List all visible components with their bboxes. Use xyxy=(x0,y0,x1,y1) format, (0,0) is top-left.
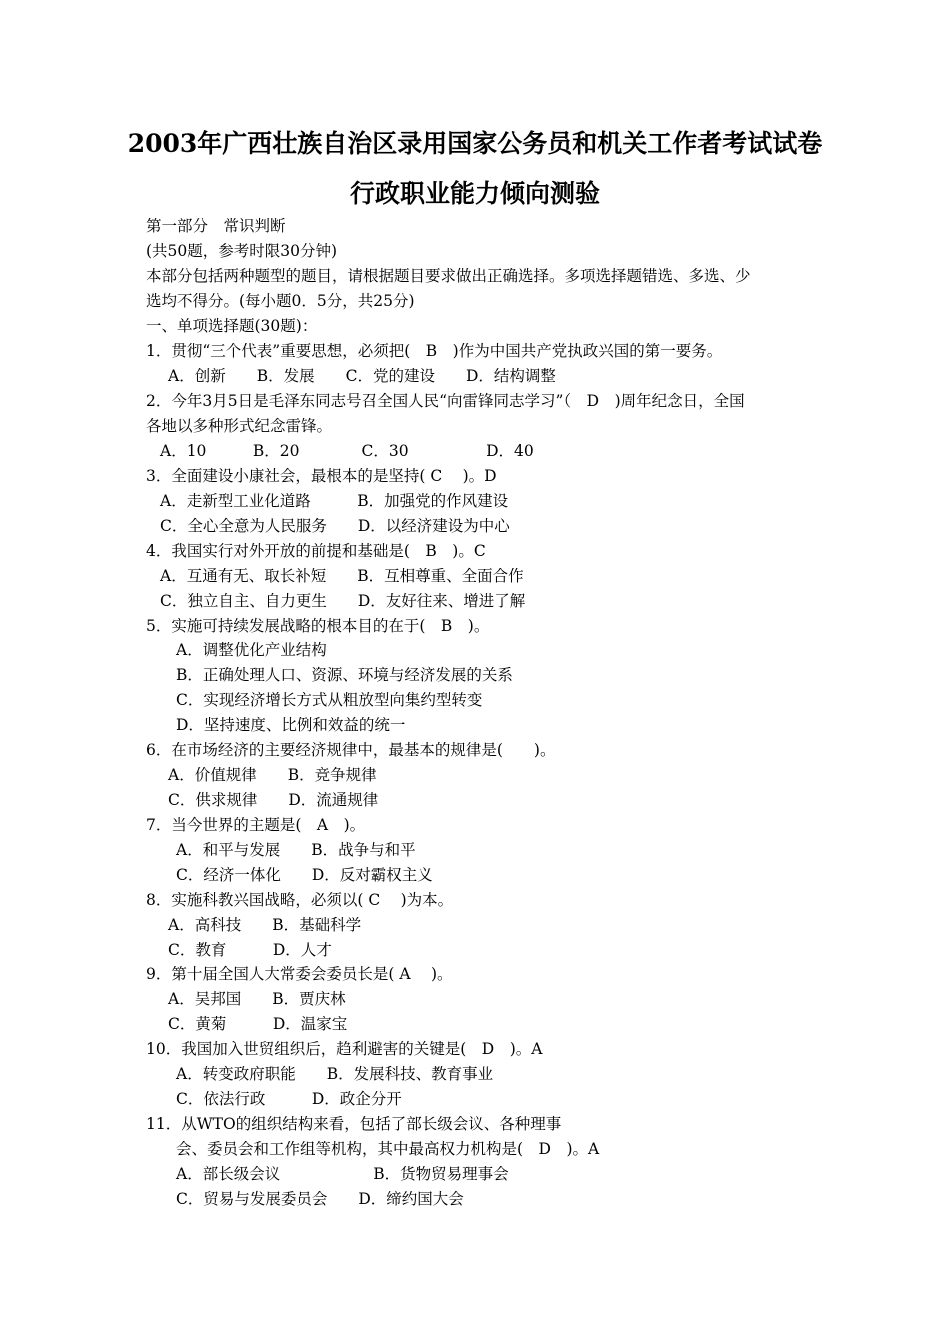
question-8-options-2: C．教育 D．人才 xyxy=(168,941,332,959)
document-subtitle: 行政职业能力倾向测验 xyxy=(349,179,600,208)
part-heading: 一、单项选择题(30题)： xyxy=(146,317,318,335)
question-11-options-2: C．贸易与发展委员会 D．缔约国大会 xyxy=(176,1190,464,1208)
question-7-options-1: A．和平与发展 B．战争与和平 xyxy=(176,841,416,859)
question-1: 1．贯彻“三个代表”重要思想，必须把( B )作为中国共产党执政兴国的第一要务。 xyxy=(146,342,723,360)
question-2-line-2: 各地以多种形式纪念雷锋。 xyxy=(146,417,333,435)
intro-line-1: 本部分包括两种题型的题目，请根据题目要求做出正确选择。多项选择题错选、多选、少 xyxy=(146,267,751,285)
document-title: 2003年广西壮族自治区录用国家公务员和机关工作者考试试卷 xyxy=(127,129,823,158)
question-3: 3．全面建设小康社会，最根本的是坚持( C )。D xyxy=(146,467,497,485)
question-5-option-b: B．正确处理人口、资源、环境与经济发展的关系 xyxy=(176,666,513,684)
question-2-options: A．10 B．20 C．30 D．40 xyxy=(160,442,534,460)
question-10-options-1: A．转变政府职能 B．发展科技、教育事业 xyxy=(176,1065,494,1083)
question-6-options-2: C．供求规律 D．流通规律 xyxy=(168,791,379,809)
question-2-line-1: 2．今年3月5日是毛泽东同志号召全国人民“向雷锋同志学习”（ D )周年纪念日，全国 xyxy=(146,392,745,410)
question-3-options-2: C．全心全意为人民服务 D．以经济建设为中心 xyxy=(160,517,510,535)
question-4-options-2: C．独立自主、自力更生 D．友好往来、增进了解 xyxy=(160,592,526,610)
question-11-line-1: 11．从WTO的组织结构来看，包括了部长级会议、各种理事 xyxy=(146,1115,562,1133)
question-5: 5．实施可持续发展战略的根本目的在于( B )。 xyxy=(146,617,490,635)
question-6-options-1: A．价值规律 B．竞争规律 xyxy=(168,766,377,784)
question-1-options: A．创新 B．发展 C．党的建设 D．结构调整 xyxy=(168,367,556,385)
question-8: 8．实施科教兴国战略，必须以( C )为本。 xyxy=(146,891,454,909)
question-10: 10．我国加入世贸组织后，趋利避害的关键是( D )。A xyxy=(146,1040,543,1058)
question-11-options-1: A．部长级会议 B．货物贸易理事会 xyxy=(176,1165,509,1183)
question-11-line-2: 会、委员会和工作组等机构，其中最高权力机构是( D )。A xyxy=(176,1140,600,1158)
question-6: 6．在市场经济的主要经济规律中，最基本的规律是( )。 xyxy=(146,741,556,759)
question-9-options-2: C．黄菊 D．温家宝 xyxy=(168,1015,348,1033)
question-7: 7．当今世界的主题是( A )。 xyxy=(146,816,366,834)
question-5-option-a: A．调整优化产业结构 xyxy=(176,641,327,659)
question-7-options-2: C．经济一体化 D．反对霸权主义 xyxy=(176,866,433,884)
section-heading: 第一部分 常识判断 xyxy=(146,217,286,235)
question-3-options-1: A．走新型工业化道路 B．加强党的作风建设 xyxy=(160,492,509,510)
section-meta: (共50题，参考时限30分钟) xyxy=(146,242,338,260)
question-4: 4．我国实行对外开放的前提和基础是( B )。C xyxy=(146,542,486,560)
question-5-option-d: D．坚持速度、比例和效益的统一 xyxy=(176,716,406,734)
intro-line-2: 选均不得分。(每小题0．5分，共25分) xyxy=(146,292,415,310)
question-10-options-2: C．依法行政 D．政企分开 xyxy=(176,1090,402,1108)
question-4-options-1: A．互通有无、取长补短 B．互相尊重、全面合作 xyxy=(160,567,524,585)
question-9-options-1: A．吴邦国 B．贾庆林 xyxy=(168,990,346,1008)
question-9: 9．第十届全国人大常委会委员长是( A )。 xyxy=(146,965,453,983)
question-8-options-1: A．高科技 B．基础科学 xyxy=(168,916,362,934)
question-5-option-c: C．实现经济增长方式从粗放型向集约型转变 xyxy=(176,691,483,709)
